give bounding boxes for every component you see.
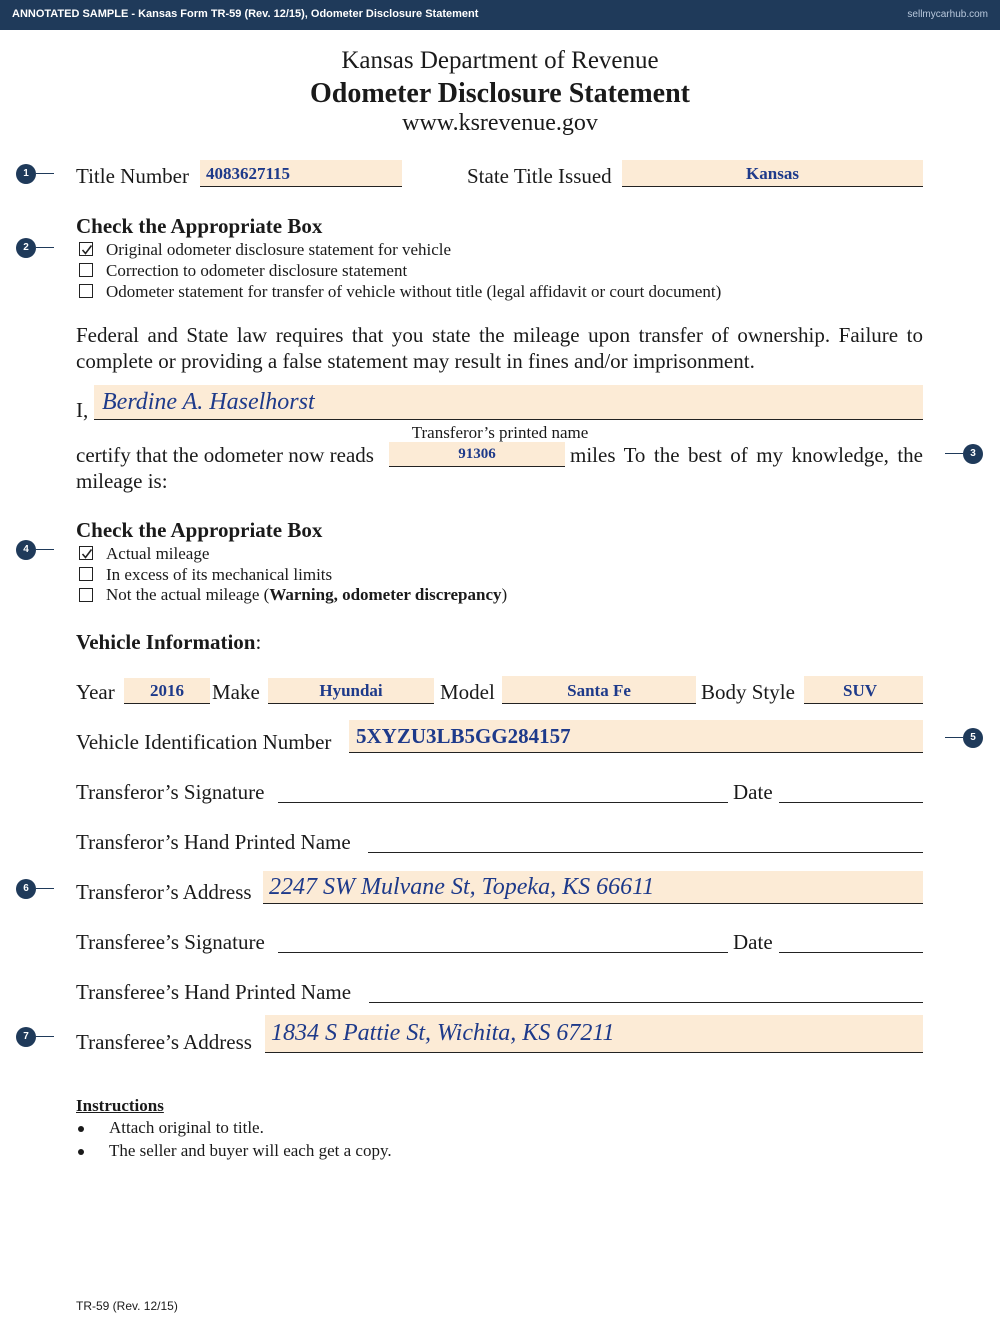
state-title-field[interactable]: Kansas (746, 164, 799, 183)
annotation-banner (0, 0, 1000, 30)
transferor-date-field[interactable] (779, 802, 923, 803)
vin-field[interactable]: 5XYZU3LB5GG284157 (356, 724, 571, 748)
bullet-icon (78, 1149, 84, 1155)
annotation-badge-7: 7 (16, 1027, 36, 1047)
transferor-signature-label: Transferor’s Signature (76, 780, 265, 804)
transferor-name-line (94, 419, 923, 420)
checkmark-icon (80, 243, 94, 257)
body-style-line (804, 703, 923, 704)
legal-notice: Federal and State law requires that you state the mileage upon transfer of ownership. Failure to complete or providing a false statement may result in fines and/or imprisonment. (76, 323, 923, 373)
statement-type-heading: Check the Appropriate Box (76, 214, 323, 238)
model-field[interactable]: Santa Fe (567, 681, 631, 700)
body-style-label: Body Style (701, 680, 795, 704)
i-label: I, (76, 398, 89, 422)
annotation-badge-6: 6 (16, 879, 36, 899)
odometer-line (389, 466, 565, 467)
state-title-label: State Title Issued (467, 164, 612, 188)
year-label: Year (76, 680, 115, 704)
correction-statement-label: Correction to odometer disclosure statement (106, 261, 408, 280)
annotation-badge-2: 2 (16, 238, 36, 258)
instruction-item: Attach original to title. (109, 1118, 264, 1137)
transferor-address-label: Transferor’s Address (76, 880, 252, 904)
instruction-item: The seller and buyer will each get a copy. (109, 1141, 392, 1160)
actual-mileage-label: Actual mileage (106, 544, 210, 563)
not-actual-label: Not the actual mileage (Warning, odometer discrepancy) (106, 585, 508, 604)
bullet-icon (78, 1126, 84, 1132)
transferor-name-caption: Transferor’s printed name (411, 423, 589, 442)
odometer-reading-field[interactable]: 91306 (458, 446, 496, 462)
annotation-connector (36, 1036, 54, 1037)
without-title-checkbox[interactable] (79, 284, 93, 298)
banner-title: ANNOTATED SAMPLE - Kansas Form TR-59 (Rev. 12/15), Odometer Disclosure Statement (12, 8, 479, 20)
make-field[interactable]: Hyundai (319, 681, 383, 700)
transferor-date-label: Date (733, 780, 773, 804)
instructions-heading: Instructions (76, 1096, 164, 1115)
checkmark-icon (80, 547, 94, 561)
without-title-label: Odometer statement for transfer of vehicle without title (legal affidavit or court document) (106, 282, 722, 301)
body-style-field[interactable]: SUV (842, 681, 877, 700)
odometer-reads-label: certify that the odometer now reads (76, 443, 374, 467)
vehicle-info-heading: Vehicle Information: (76, 630, 262, 654)
form-title: Odometer Disclosure Statement (310, 78, 690, 109)
annotation-connector (36, 549, 54, 550)
model-line (502, 703, 696, 704)
transferor-printed-name-field[interactable]: Berdine A. Haselhorst (102, 389, 315, 415)
annotation-connector (36, 247, 54, 248)
transferee-hand-printed-name-label: Transferee’s Hand Printed Name (76, 980, 352, 1004)
transferor-address-line (263, 903, 923, 904)
model-label: Model (440, 680, 495, 704)
transferor-address-field[interactable]: 2247 SW Mulvane St, Topeka, KS 66611 (269, 874, 655, 900)
mileage-status-heading: Check the Appropriate Box (76, 518, 323, 542)
transferee-address-line (265, 1052, 923, 1053)
actual-mileage-checkbox[interactable] (79, 546, 93, 560)
transferee-signature-field[interactable] (278, 952, 728, 953)
title-number-label: Title Number (76, 164, 189, 188)
annotation-connector (36, 173, 54, 174)
mileage-is-text: mileage is: (76, 469, 168, 493)
discrepancy-warning: Warning, odometer discrepancy (269, 585, 502, 604)
annotation-connector (945, 453, 963, 454)
annotation-badge-4: 4 (16, 540, 36, 560)
annotation-badge-3: 3 (963, 444, 983, 464)
transferor-hand-printed-name-label: Transferor’s Hand Printed Name (76, 830, 351, 854)
make-label: Make (212, 680, 260, 704)
annotation-connector (36, 888, 54, 889)
vin-label: Vehicle Identification Number (76, 730, 332, 754)
make-line (268, 703, 434, 704)
vin-line (349, 752, 923, 753)
transferor-signature-field[interactable] (278, 802, 728, 803)
transferor-hand-printed-name-field[interactable] (368, 852, 923, 853)
form-revision-footer: TR-59 (Rev. 12/15) (76, 1299, 178, 1313)
transferee-address-label: Transferee’s Address (76, 1030, 252, 1054)
transferee-signature-label: Transferee’s Signature (76, 930, 265, 954)
annotation-badge-1: 1 (16, 164, 36, 184)
transferee-hand-printed-name-field[interactable] (369, 1002, 923, 1003)
transferee-date-field[interactable] (779, 952, 923, 953)
not-actual-checkbox[interactable] (79, 588, 93, 602)
agency-name: Kansas Department of Revenue (341, 47, 659, 74)
annotation-connector (945, 737, 963, 738)
title-number-line (200, 186, 402, 187)
excess-limits-checkbox[interactable] (79, 567, 93, 581)
miles-text: miles To the best of my knowledge, the (570, 443, 923, 467)
transferee-date-label: Date (733, 930, 773, 954)
annotation-badge-5: 5 (963, 728, 983, 748)
agency-url: www.ksrevenue.gov (402, 110, 598, 136)
year-line (124, 703, 210, 704)
original-statement-label: Original odometer disclosure statement for vehicle (106, 240, 452, 259)
transferee-address-field[interactable]: 1834 S Pattie St, Wichita, KS 67211 (271, 1020, 615, 1046)
banner-site[interactable]: sellmycarhub.com (907, 9, 988, 20)
state-line (622, 186, 923, 187)
original-statement-checkbox[interactable] (79, 242, 93, 256)
title-number-field[interactable]: 4083627115 (206, 164, 291, 183)
year-field[interactable]: 2016 (150, 681, 184, 700)
correction-statement-checkbox[interactable] (79, 263, 93, 277)
excess-limits-label: In excess of its mechanical limits (106, 565, 333, 584)
